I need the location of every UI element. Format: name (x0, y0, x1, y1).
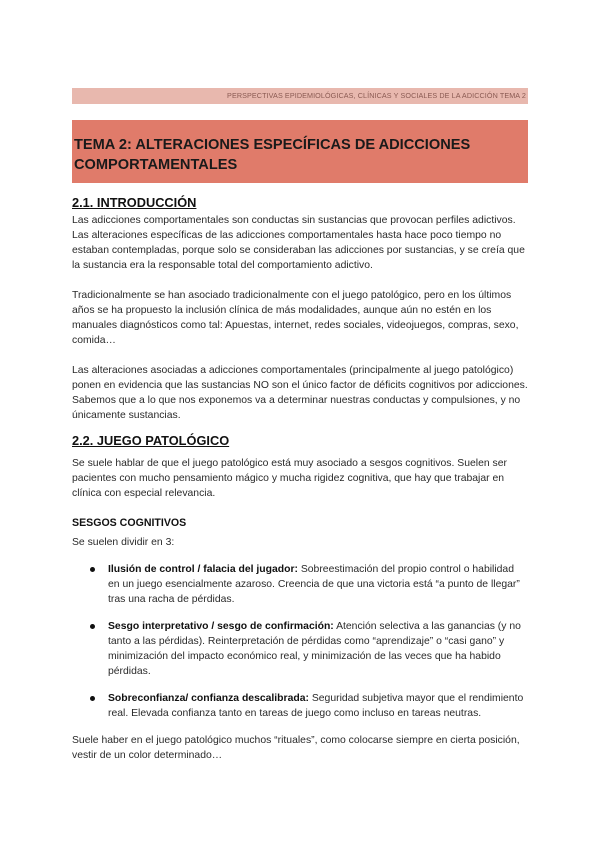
list-item (72, 562, 528, 607)
chapter-title-banner (72, 120, 528, 183)
section-heading-introduccion: 2.1. INTRODUCCIÓN (72, 195, 197, 210)
list-item (72, 619, 528, 679)
subheading-sesgos-cognitivos: SESGOS COGNITIVOS (72, 517, 187, 529)
paragraph: Suele haber en el juego patológico muchos “rituales”, como colocarse siempre en cierta posición, vestir de un color determinado… (72, 735, 520, 761)
section-heading-juego-patologico: 2.2. JUEGO PATOLÓGICO (72, 433, 230, 448)
paragraph: Se suele hablar de que el juego patológico está muy asociado a sesgos cognitivos. Suelen ser pacientes con mucho pensamiento mágico y mucha rigidez cognitiva, que hay que trabajar en clínica con especial relevancia. (72, 458, 507, 499)
chapter-title: TEMA 2: ALTERACIONES ESPECÍFICAS DE ADICCIONES COMPORTAMENTALES (74, 137, 471, 173)
paragraph: Se suelen dividir en 3: (72, 537, 175, 548)
bias-list (72, 562, 528, 721)
bullet-term: Sesgo interpretativo / sesgo de confirmación: (108, 621, 334, 632)
paragraph: Tradicionalmente se han asociado tradicionalmente con el juego patológico, pero en los últimos años se ha propuesto la inclusión clínica de más modalidades, aunque aún no estén en los manuales diagnósticos como tal: Apuestas, internet, redes sociales, videojuegos, compras, sexo, comida… (72, 290, 519, 346)
paragraph: Las adicciones comportamentales son conductas sin sustancias que provocan perfiles adictivos. Las alteraciones específicas de las adicciones comportamentales hasta hace poco tiempo no estaban contempladas, porque solo se consideraban las adicciones por sustancias, y se creía que la sustancia era la responsable total del comportamiento adictivo. (72, 215, 525, 271)
bullet-term: Ilusión de control / falacia del jugador: (108, 564, 298, 575)
paragraph: Las alteraciones asociadas a adicciones comportamentales (principalmente al juego patológico) ponen en evidencia que las sustancias NO son el único factor de déficits cognitivos por adicciones. Sabemos que a lo que nos exponemos va a determinar nuestras conductas y compulsiones, y no únicamente sustancias. (72, 365, 528, 421)
bullet-icon (90, 696, 95, 701)
list-item (72, 691, 528, 721)
bullet-text: Seguridad subjetiva mayor que el rendimiento real. Elevada confianza tanto en tareas de juego como incluso en tareas neutras. (108, 693, 524, 719)
bullet-text: Sobreestimación del propio control o habilidad en un juego esencialmente azaroso. Creencia de que una victoria está “a punto de llegar” tras una racha de pérdidas. (108, 564, 520, 605)
document-body (72, 193, 528, 763)
running-header: PERSPECTIVAS EPIDEMIOLÓGICAS, CLÍNICAS Y SOCIALES DE LA ADICCIÓN TEMA 2 (72, 88, 528, 104)
bullet-term: Sobreconfianza/ confianza descalibrada: (108, 693, 309, 704)
bullet-text: Atención selectiva a las ganancias (y no tanto a las pérdidas). Reinterpretación de pérdidas como “aprendizaje” o “casi gano” y minimización del impacto económico real, y minimización de las veces que ha habido pérdidas. (108, 621, 521, 677)
bullet-icon (90, 567, 95, 572)
bullet-icon (90, 624, 95, 629)
